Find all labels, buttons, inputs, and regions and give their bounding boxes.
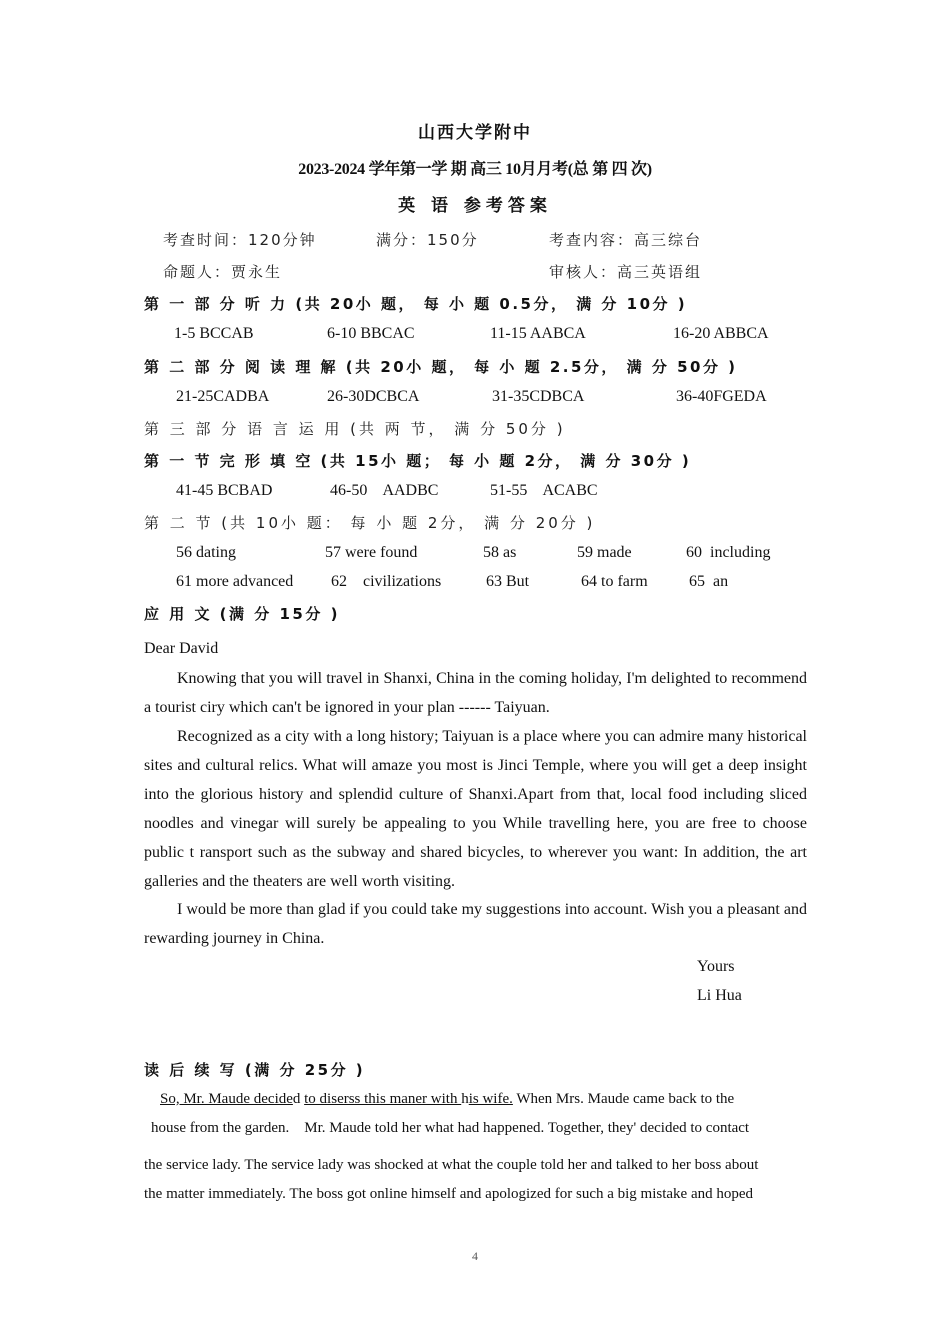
part2-title: 第 二 部 分 阅 读 理 解 (共 20小 题， 每 小 题 2.5分， 满 分 50分 ) xyxy=(144,358,738,376)
part2-answer: 26-30DCBCA xyxy=(327,388,420,405)
continuation-line: the service lady. The service lady was shocked at what the couple told her and talked to her boss about xyxy=(144,1157,759,1173)
part1-title: 第 一 部 分 听 力 (共 20小 题， 每 小 题 0.5分， 满 分 10分 ) xyxy=(144,295,688,313)
part1-answer: 11-15 AABCA xyxy=(490,325,586,342)
continuation-line: the matter immediately. The boss got online himself and apologized for such a big mistake and hoped xyxy=(144,1186,754,1202)
exam-reviewer: 审核人：高三英语组 xyxy=(549,263,703,281)
part1-answer: 1-5 BCCAB xyxy=(174,325,254,342)
part2-answer: 21-25CADBA xyxy=(176,388,270,405)
part3-sec2-answer: 59 made xyxy=(577,544,632,561)
full-score: 满分：150分 xyxy=(376,231,479,249)
part3-sec1-title: 第 一 节 完 形 填 空 (共 15小 题； 每 小 题 2分， 满 分 30分 ) xyxy=(144,452,692,470)
part3-sec1-answer: 41-45 BCBAD xyxy=(176,482,273,499)
writing-title: 应 用 文 (满 分 15分 ) xyxy=(144,605,340,623)
letter-paragraph: I would be more than glad if you could take my suggestions into account. Wish you a pleasant and rewarding journey in China. xyxy=(144,901,807,947)
underlined-text: So, Mr. Maude decide xyxy=(160,1091,293,1107)
part3-sec2-answer: 60 including xyxy=(686,544,771,561)
letter-paragraph: Knowing that you will travel in Shanxi, China in the coming holiday, I'm delighted to recommend a tourist ciry which can't be ignored in your plan ------ Taiyuan. xyxy=(144,670,807,716)
part3-sec2-answer: 57 were found xyxy=(325,544,418,561)
part3-title: 第 三 部 分 语 言 运 用 (共 两 节， 满 分 50分 ) xyxy=(144,420,566,438)
exam-time: 考查时间：120分钟 xyxy=(163,231,317,249)
part3-sec1-answer: 51-55 ACABC xyxy=(490,482,598,499)
part3-sec2-answer: 62 civilizations xyxy=(331,573,442,590)
letter-signature: Li Hua xyxy=(697,987,742,1004)
exam-title: 2023-2024 学年第一学 期 高三 10月月考(总 第 四 次) xyxy=(298,161,652,178)
part3-sec2-answer: 58 as xyxy=(483,544,517,561)
part3-sec2-title: 第 二 节 (共 10小 题： 每 小 题 2分， 满 分 20分 ) xyxy=(144,514,596,532)
part2-answer: 31-35CDBCA xyxy=(492,388,585,405)
part3-sec2-answer: 63 But xyxy=(486,573,530,590)
part3-sec2-answer: 64 to farm xyxy=(581,573,648,590)
part3-sec1-answer: 46-50 AADBC xyxy=(330,482,439,499)
continuation-line: house from the garden. Mr. Maude told her what had happened. Together, they' decided to contact xyxy=(151,1120,750,1136)
underlined-text: is wife. xyxy=(468,1091,513,1107)
part3-sec2-answer: 65 an xyxy=(689,573,729,590)
part3-sec2-answer: 61 more advanced xyxy=(176,573,294,590)
letter-closing: Yours xyxy=(697,958,735,975)
page-number: 4 xyxy=(472,1249,478,1263)
letter-paragraph: Recognized as a city with a long history; Taiyuan is a place where you can admire many historical sites and cultural relics. What will amaze you most is Jinci Temple, where you will get a deep insight into the glorious history and splendid culture of Shanxi.Apart from that, local food including sliced noodles and vinegar will surely be appealing to you While travelling here, you are free to choose public t ransport such as the subway and shared bicycles, to wherever you want: In addition, the art galleries and the theaters are well worth visiting. xyxy=(144,728,807,890)
part1-answer: 16-20 ABBCA xyxy=(673,325,769,342)
letter-greeting: Dear David xyxy=(144,640,219,657)
continuation-title: 读 后 续 写 (满 分 25分 ) xyxy=(144,1061,366,1079)
part3-sec2-answer: 56 dating xyxy=(176,544,236,561)
underlined-text: to diserss this maner with xyxy=(304,1091,462,1107)
part1-answer: 6-10 BBCAC xyxy=(327,325,415,342)
part2-answer: 36-40FGEDA xyxy=(676,388,767,405)
subject-title: 英 语 参考答案 xyxy=(398,196,552,216)
exam-content: 考查内容：高三综台 xyxy=(549,231,703,249)
exam-author: 命题人：贾永生 xyxy=(163,263,283,281)
school-title: 山西大学附中 xyxy=(418,123,532,143)
continuation-line: So, Mr. Maude decided to diserss this maner with his wife. When Mrs. Maude came back to the xyxy=(160,1091,735,1107)
